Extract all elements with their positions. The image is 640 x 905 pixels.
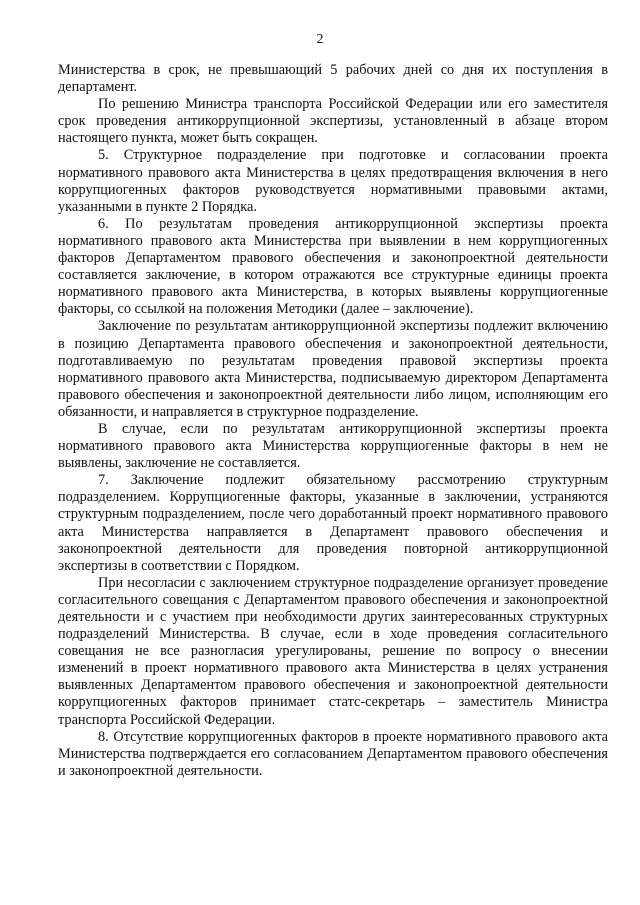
paragraph-item-7: 7. Заключение подлежит обязательному рассмотрению структурным подразделением. Коррупциогенные факторы, указанные в заключении, устраняются структурным подразделением, после чего доработанный проект нормативного правового акта Министерства направляется в Департамент правового обеспечения и законопроектной деятельности для проведения повторной антикоррупционной экспертизы в соответствии с Порядком. — [58, 472, 608, 574]
paragraph-conclusion-inclusion: Заключение по результатам антикоррупционной экспертизы подлежит включению в позицию Департамента правового обеспечения и законопроектной деятельности, подготавливаемую по результатам проведения правовой экспертизы проекта нормативного правового акта Министерства, подписываемую директором Департамента правового обеспечения и законопроектной деятельности либо лицом, исполняющим его обязанности, и направляется в структурное подразделение. — [58, 318, 608, 420]
paragraph-item-6: 6. По результатам проведения антикоррупционной экспертизы проекта нормативного правового акта Министерства при выявлении в нем коррупциогенных факторов Департаментом правового обеспечения и законопроектной деятельности составляется заключение, в котором отражаются все структурные единицы проекта нормативного правового акта Министерства, в которых выявлены коррупциогенные факторы, со ссылкой на положения Методики (далее – заключение). — [58, 215, 608, 318]
paragraph-disagreement: При несогласии с заключением структурное подразделение организует проведение согласительного совещания с Департаментом правового обеспечения и законопроектной деятельности и с участием при необходимости других заинтересованных структурных подразделений Министерства. В случае, если в ходе проведения согласительного совещания не все разногласия урегулированы, решение по вопросу о внесении изменений в проект нормативного правового акта Министерства в целях устранения выявленных Департаментом правового обеспечения и законопроектной деятельности коррупциогенных факторов принимает статс-секретарь – заместитель Министра транспорта Российской Федерации. — [58, 574, 608, 728]
paragraph-continuation: Министерства в срок, не превышающий 5 рабочих дней со дня их поступления в департамент. — [58, 62, 608, 96]
paragraph-no-factors: В случае, если по результатам антикоррупционной экспертизы проекта нормативного правового акта Министерства коррупциогенные факторы в нем не выявлены, заключение не составляется. — [58, 420, 608, 472]
paragraph-deadline-reduction: По решению Министра транспорта Российской Федерации или его заместителя срок проведения антикоррупционной экспертизы, установленный в абзаце втором настоящего пункта, может быть сокращен. — [58, 96, 608, 147]
page-number: 2 — [316, 32, 324, 47]
paragraph-item-5: 5. Структурное подразделение при подготовке и согласовании проекта нормативного правового акта Министерства в целях предотвращения включения в него коррупциогенных факторов руководствуется нормативными правовыми актами, указанными в пункте 2 Порядка. — [58, 147, 608, 215]
document-body — [58, 62, 608, 780]
paragraph-item-8: 8. Отсутствие коррупциогенных факторов в проекте нормативного правового акта Министерства подтверждается его согласованием Департаментом правового обеспечения и законопроектной деятельности. — [58, 728, 608, 779]
